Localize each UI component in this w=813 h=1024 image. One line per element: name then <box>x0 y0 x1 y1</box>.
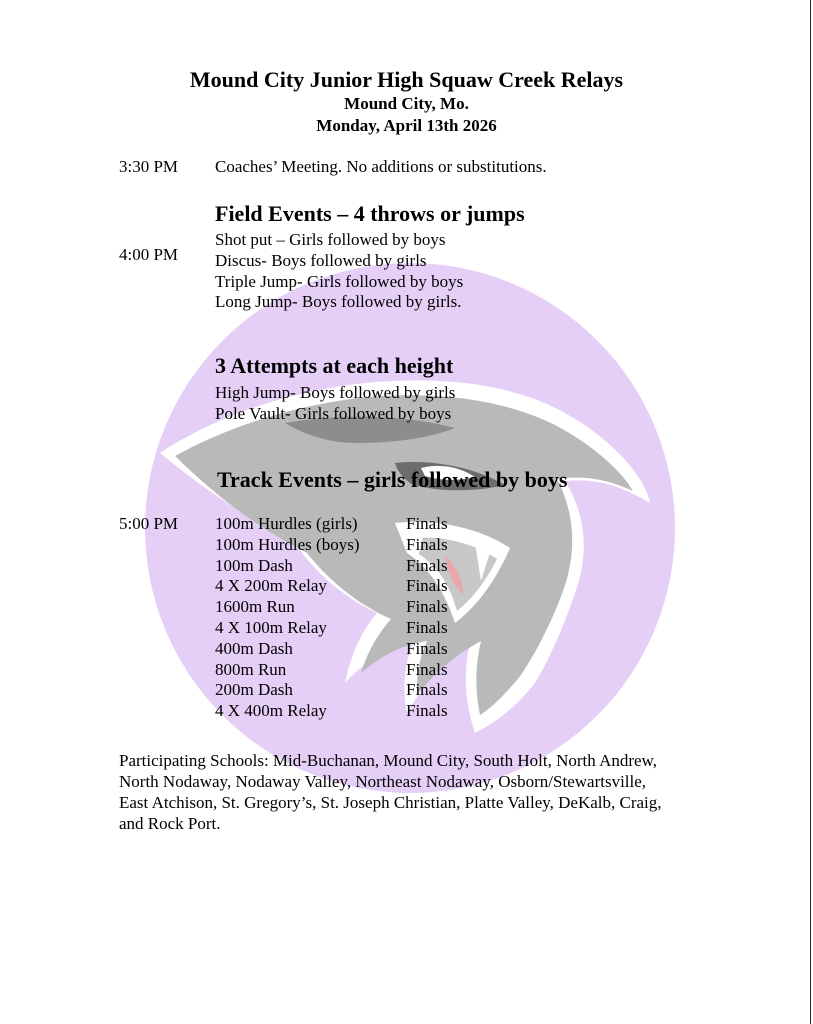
event-name: 800m Run <box>215 659 287 679</box>
table-row <box>215 659 448 681</box>
participating-schools: Participating Schools: Mid-Buchanan, Mound City, South Holt, North Andrew, North Nodaway, Nodaway Valley, Northeast Nodaway, Osborn/Stewartsville, East Atchison, St. Gregory’s, St. Joseph Christian, Platte Valley, DeKalb, Craig, and Rock Port. <box>119 751 662 833</box>
event-name: 4 X 200m Relay <box>215 576 327 596</box>
height-event-item: High Jump- Boys followed by girls <box>215 383 456 402</box>
event-name: 100m Hurdles (boys) <box>215 534 360 554</box>
height-event-item: Pole Vault- Girls followed by boys <box>215 403 452 423</box>
event-round: Finals <box>406 617 448 637</box>
height-events-list <box>215 383 455 425</box>
meeting-time: 3:30 PM <box>119 157 179 176</box>
event-round: Finals <box>406 638 448 658</box>
table-row <box>215 597 448 618</box>
table-row <box>215 555 448 577</box>
event-name: 4 X 100m Relay <box>215 617 327 637</box>
event-round: Finals <box>406 659 448 679</box>
event-round: Finals <box>406 701 448 721</box>
field-events-heading: Field Events – 4 throws or jumps <box>215 201 525 226</box>
track-events-table <box>215 514 448 722</box>
table-row <box>215 534 448 556</box>
table-row <box>215 701 448 722</box>
event-name: 4 X 400m Relay <box>215 701 327 721</box>
event-round: Finals <box>406 576 448 596</box>
event-location: Mound City, Mo. <box>344 94 469 113</box>
event-title: Mound City Junior High Squaw Creek Relays <box>189 67 624 92</box>
field-events-list <box>215 230 463 313</box>
table-row <box>215 514 448 535</box>
table-row <box>215 638 448 660</box>
page-edge <box>810 0 811 1024</box>
event-round: Finals <box>406 514 448 533</box>
meeting-note: Coaches’ Meeting. No additions or substitutions. <box>215 157 547 176</box>
event-round: Finals <box>406 555 448 575</box>
table-row <box>215 576 448 597</box>
event-name: 100m Hurdles (girls) <box>215 514 358 533</box>
table-row <box>215 617 448 639</box>
field-event-item: Long Jump- Boys followed by girls. <box>215 292 462 312</box>
event-round: Finals <box>406 534 448 554</box>
field-event-item: Discus- Boys followed by girls <box>215 250 427 270</box>
event-round: Finals <box>406 680 448 700</box>
field-event-item: Triple Jump- Girls followed by boys <box>215 271 464 291</box>
field-event-item: Shot put – Girls followed by boys <box>215 230 446 249</box>
event-name: 1600m Run <box>215 597 295 617</box>
event-name: 100m Dash <box>215 555 293 575</box>
height-events-heading: 3 Attempts at each height <box>215 353 454 378</box>
table-row <box>215 680 448 701</box>
event-round: Finals <box>406 597 448 617</box>
event-date: Monday, April 13th 2026 <box>316 116 497 135</box>
track-events-time: 5:00 PM <box>119 514 179 533</box>
event-name: 400m Dash <box>215 638 293 658</box>
event-name: 200m Dash <box>215 680 293 700</box>
field-events-time: 4:00 PM <box>119 245 179 264</box>
track-events-heading: Track Events – girls followed by boys <box>217 467 568 492</box>
